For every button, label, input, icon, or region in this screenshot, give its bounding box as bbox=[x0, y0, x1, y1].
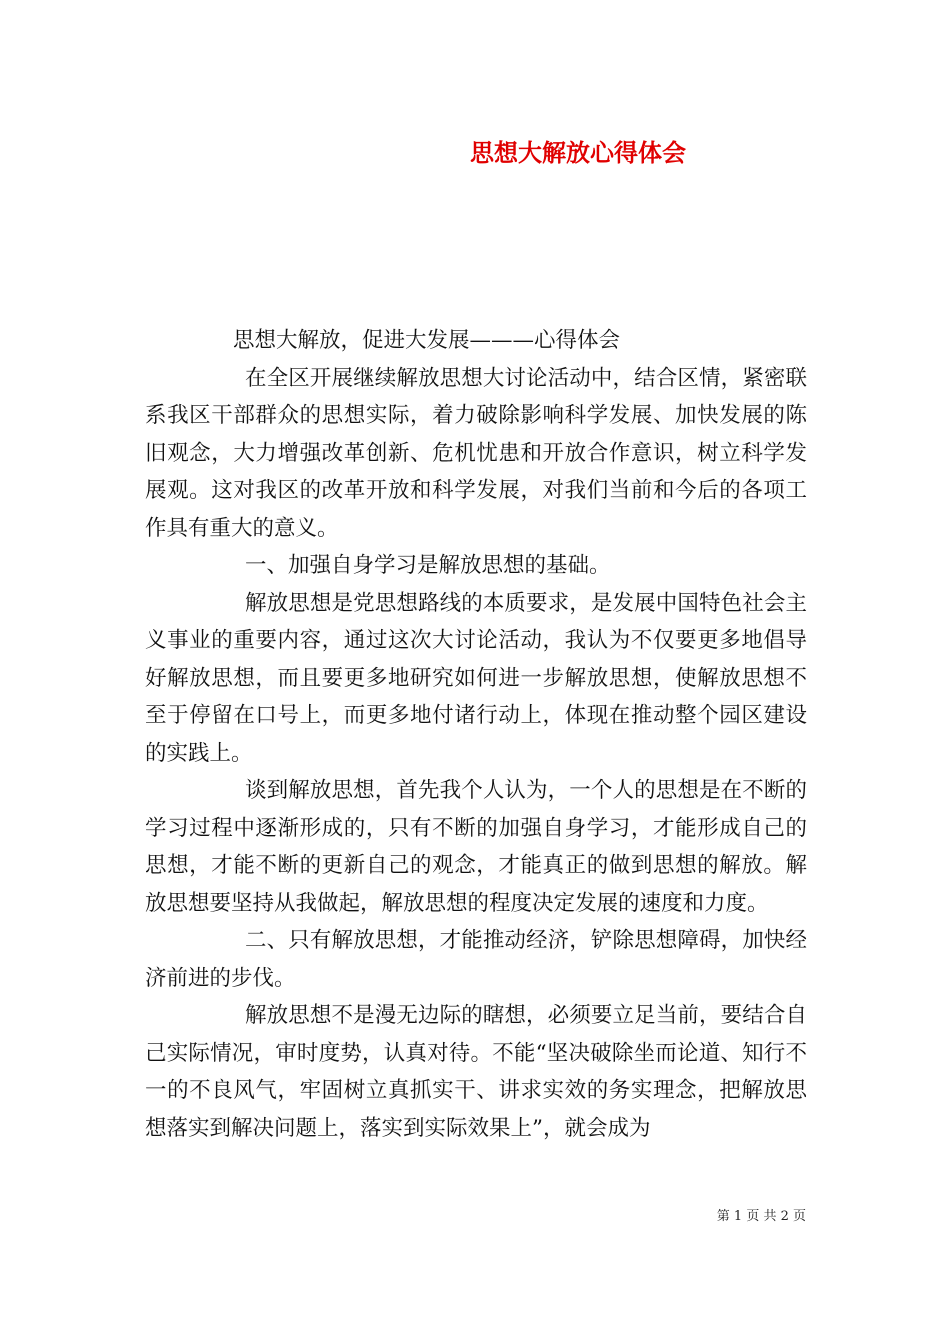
document-body bbox=[145, 322, 807, 1147]
document-subtitle: 思想大解放，促进大发展———心得体会 bbox=[233, 328, 621, 353]
paragraph: 在全区开展继续解放思想大讨论活动中，结合区情，紧密联系我区干部群众的思想实际，着力破除影响科学发展、加快发展的陈旧观念，大力增强改革创新、危机忧患和开放合作意识，树立科学发展观。这对我区的改革开放和科学发展，对我们当前和今后的各项工作具有重大的意义。 bbox=[145, 365, 807, 541]
paragraph: 解放思想不是漫无边际的瞎想，必须要立足当前，要结合自己实际情况，审时度势，认真对待。不能“坚决破除坐而论道、知行不一的不良风气，牢固树立真抓实干、讲求实效的务实理念，把解放思想落实到解决问题上，落实到实际效果上”，就会成为 bbox=[145, 1003, 807, 1141]
section-heading: 一、加强自身学习是解放思想的基础。 bbox=[245, 553, 611, 578]
paragraph: 解放思想是党思想路线的本质要求，是发展中国特色社会主义事业的重要内容，通过这次大讨论活动，我认为不仅要更多地倡导好解放思想，而且要更多地研究如何进一步解放思想，使解放思想不至于停留在口号上，而更多地付诸行动上，体现在推动整个园区建设的实践上。 bbox=[145, 590, 807, 766]
paragraph: 谈到解放思想，首先我个人认为，一个人的思想是在不断的学习过程中逐渐形成的，只有不断的加强自身学习，才能形成自己的思想，才能不断的更新自己的观念，才能真正的做到思想的解放。解放思想要坚持从我做起，解放思想的程度决定发展的速度和力度。 bbox=[145, 778, 807, 916]
document-title: 思想大解放心得体会 bbox=[470, 138, 686, 167]
page-number: 第 1 页 共 2 页 bbox=[716, 1209, 806, 1224]
section-heading: 二、只有解放思想，才能推动经济，铲除思想障碍，加快经济前进的步伐。 bbox=[145, 928, 807, 991]
